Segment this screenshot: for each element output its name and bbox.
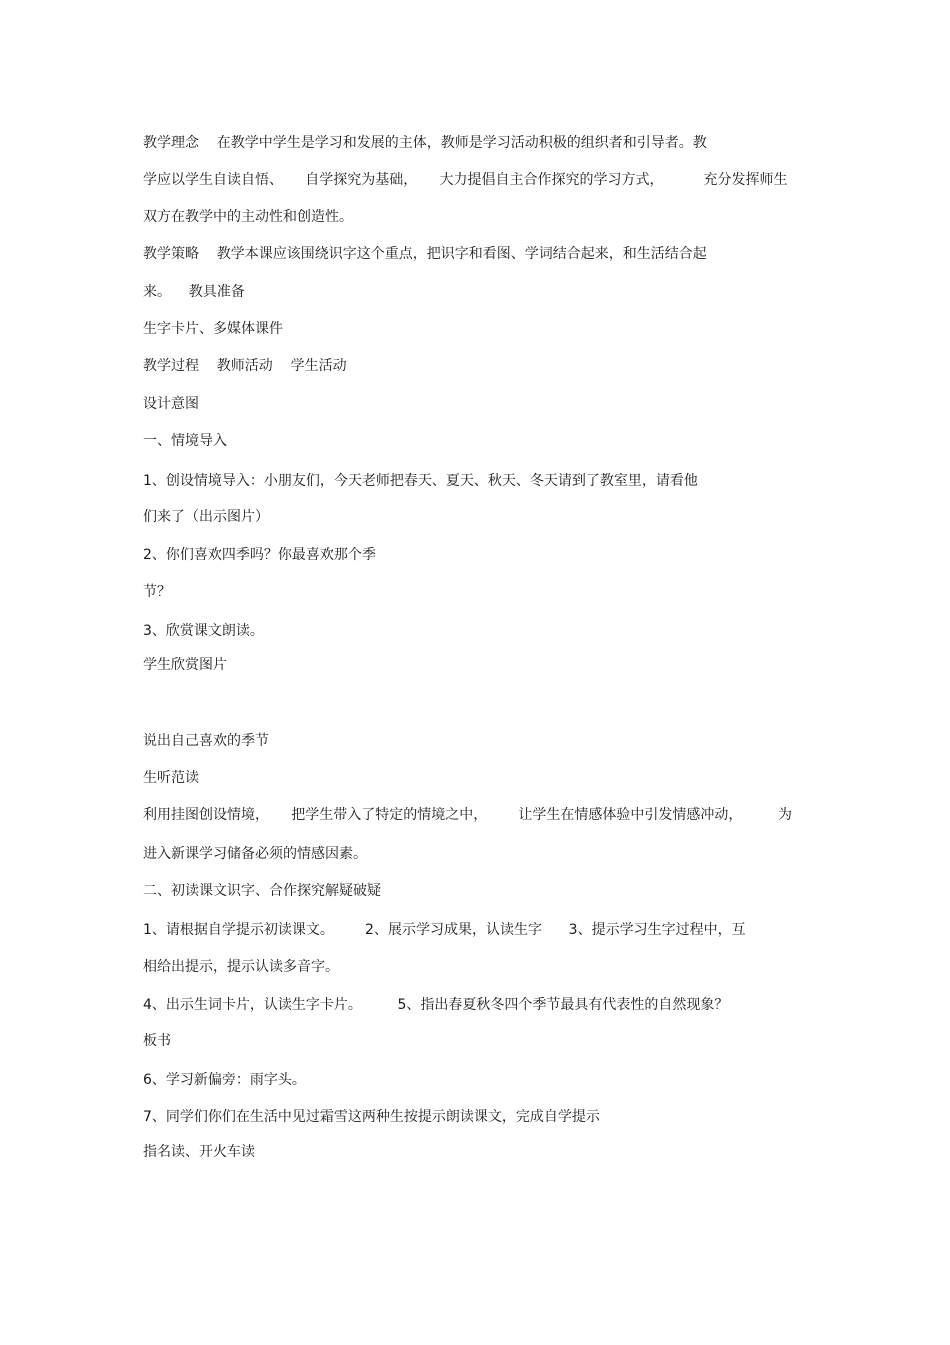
- text-line: 生字卡片、多媒体课件: [143, 321, 283, 337]
- section-heading: 二、初读课文识字、合作探究解疑破疑: [143, 883, 381, 899]
- text-line: 说出自己喜欢的季节: [143, 733, 269, 749]
- text-line: 利用挂图创设情境， 把学生带入了特定的情境之中， 让学生在情感体验中引发情感冲动， 为: [143, 807, 793, 823]
- text-line: 教学过程 教师活动 学生活动: [143, 358, 347, 374]
- text-line: 1、创设情境导入：小朋友们，今天老师把春天、夏天、秋天、冬天请到了教室里，请看他: [143, 473, 698, 489]
- text-line: 双方在教学中的主动性和创造性。: [143, 209, 353, 225]
- text-line: 学应以学生自读自悟、 自学探究为基础， 大力提倡自主合作探究的学习方式， 充分发挥师生: [143, 172, 788, 188]
- text-line: 教学理念 在教学中学生是学习和发展的主体，教师是学习活动积极的组织者和引导者。教: [143, 135, 707, 151]
- text-line: 设计意图: [143, 396, 199, 412]
- text-line: 2、你们喜欢四季吗？你最喜欢那个季: [143, 547, 376, 563]
- text-line: 1、请根据自学提示初读课文。 2、展示学习成果，认读生字 3、提示学习生字过程中，互: [143, 922, 746, 938]
- text-line: 板书: [143, 1033, 171, 1049]
- text-line: 进入新课学习储备必须的情感因素。: [143, 846, 367, 862]
- text-line: 7、同学们你们在生活中见过霜雪这两种生按提示朗读课文，完成自学提示: [143, 1109, 600, 1125]
- text-line: 节？: [143, 584, 171, 600]
- section-heading: 一、情境导入: [143, 433, 227, 449]
- text-line: 3、欣赏课文朗读。: [143, 623, 264, 639]
- text-line: 4、出示生词卡片，认读生字卡片。 5、指出春夏秋冬四个季节最具有代表性的自然现象？: [143, 997, 729, 1013]
- text-line: 来。 教具准备: [143, 284, 245, 300]
- text-line: 们来了（出示图片）: [143, 509, 269, 525]
- text-line: 指名读、开火车读: [143, 1144, 255, 1160]
- text-line: 教学策略 教学本课应该围绕识字这个重点，把识字和看图、学词结合起来，和生活结合起: [143, 246, 707, 262]
- text-line: 相给出提示，提示认读多音字。: [143, 959, 339, 975]
- text-line: 6、学习新偏旁：雨字头。: [143, 1072, 306, 1088]
- text-line: 学生欣赏图片: [143, 657, 227, 673]
- text-line: 生听范读: [143, 770, 199, 786]
